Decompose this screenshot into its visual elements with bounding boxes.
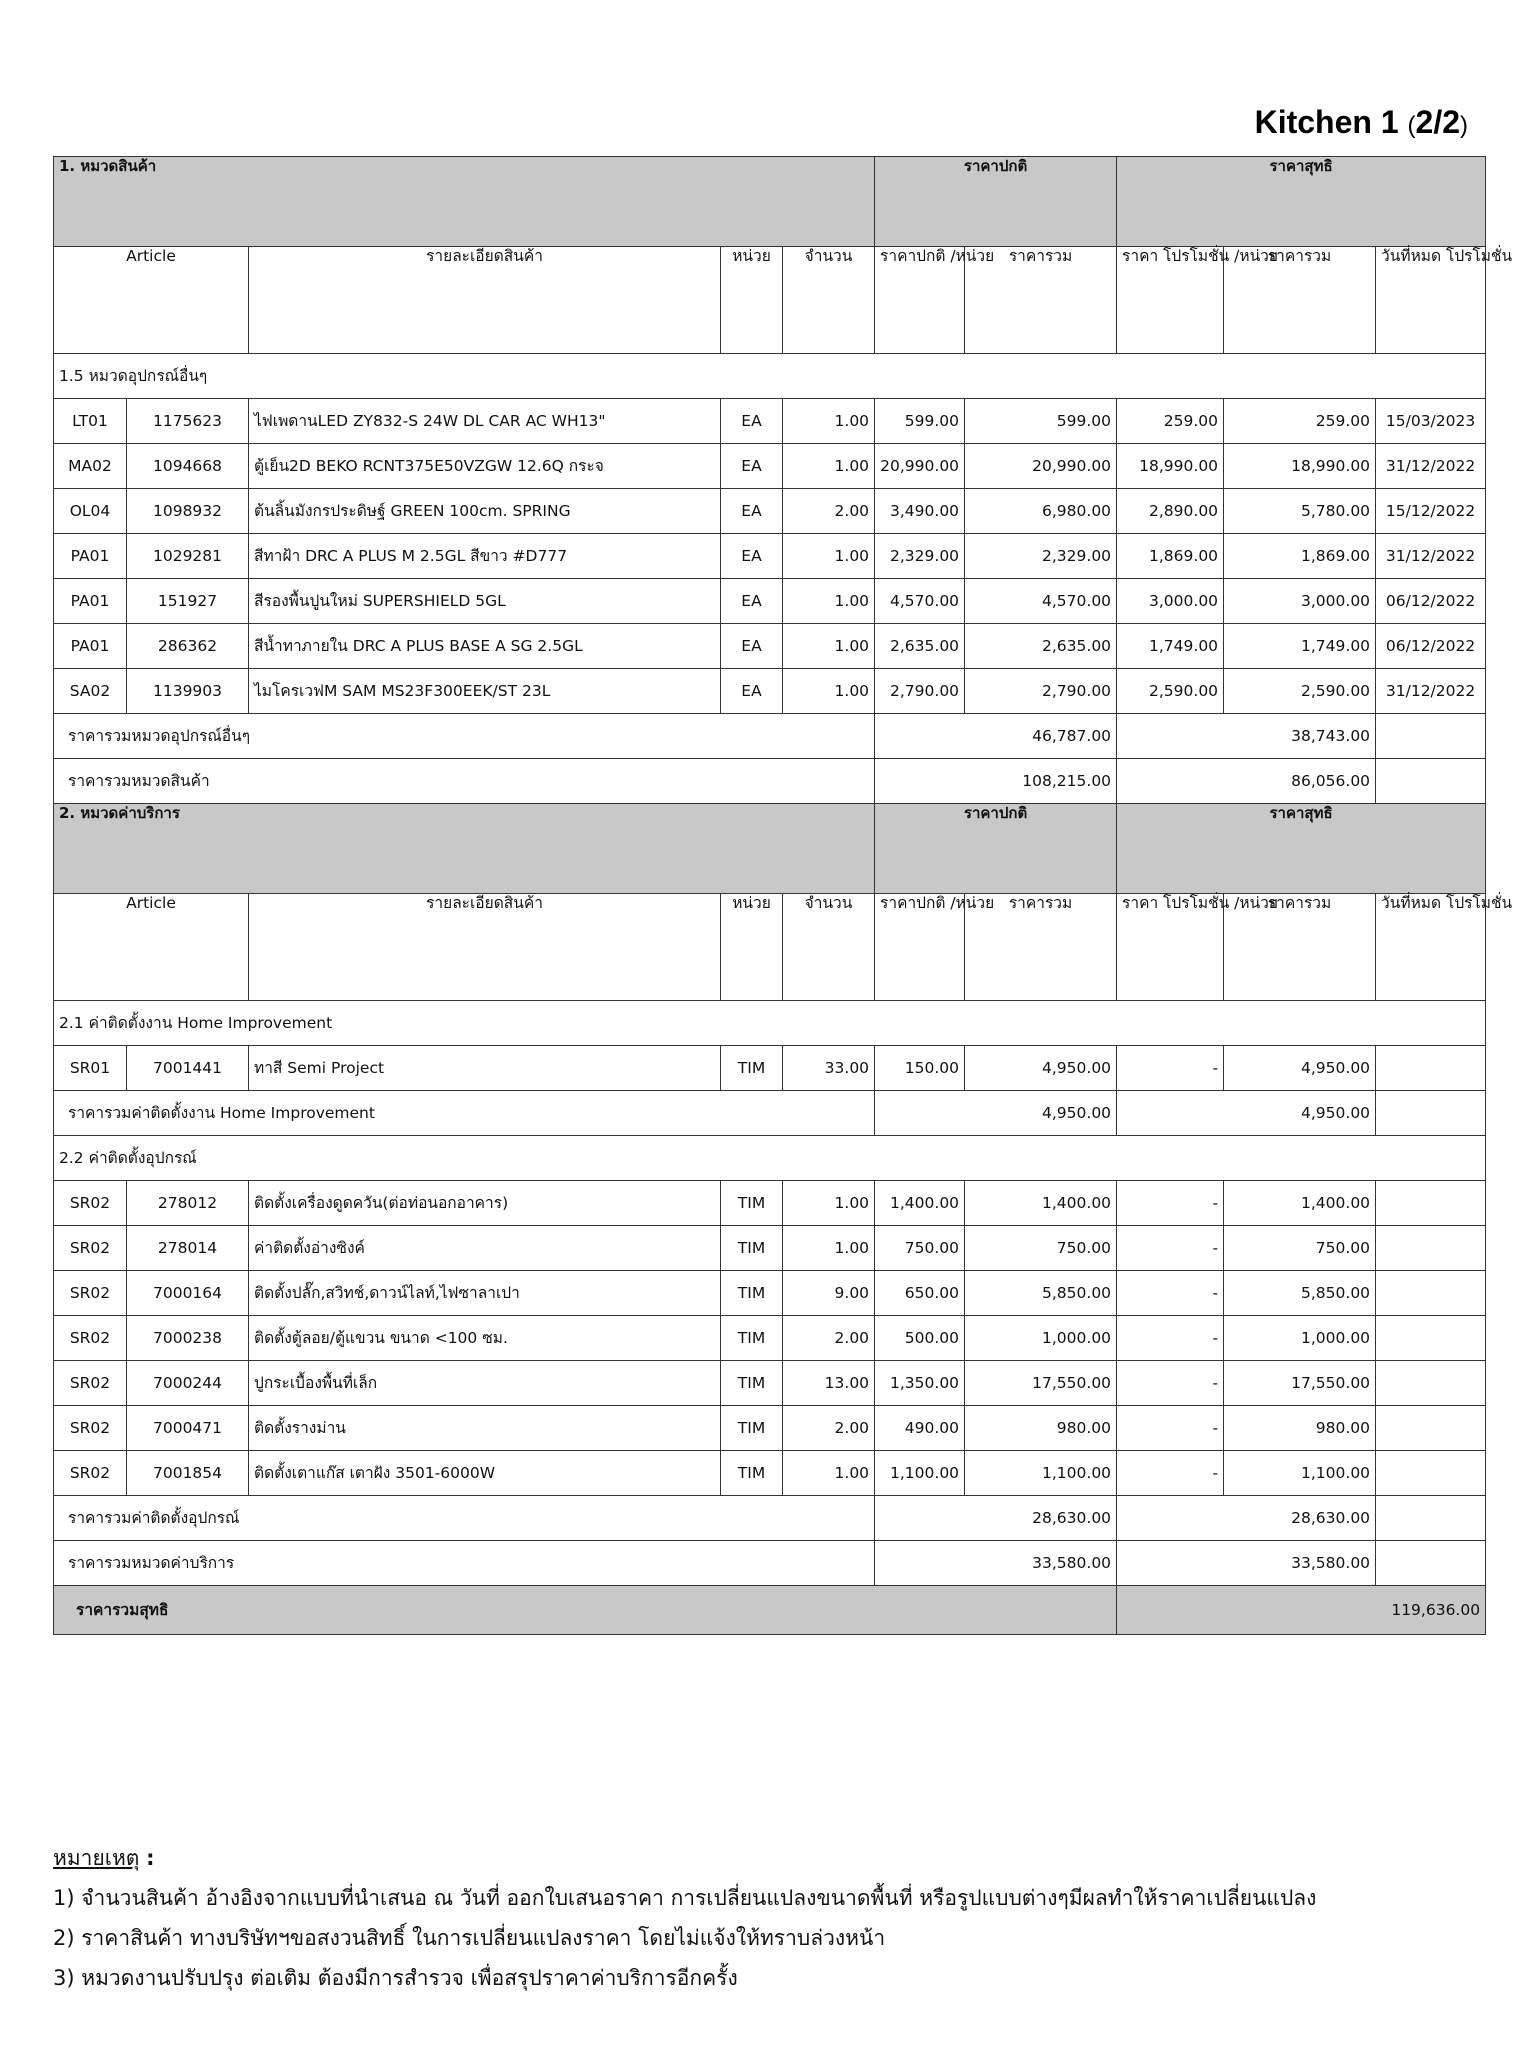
table-row bbox=[54, 579, 1486, 624]
item-unit-price: 2,790.00 bbox=[875, 669, 965, 714]
section-total-empty bbox=[1376, 1541, 1486, 1586]
item-total: 2,635.00 bbox=[965, 624, 1117, 669]
grand-total-label: ราคารวมสุทธิ bbox=[54, 1586, 1117, 1635]
item-qty: 1.00 bbox=[783, 1181, 875, 1226]
section-header-row bbox=[54, 804, 1486, 894]
table-row bbox=[54, 1226, 1486, 1271]
group-title: 1.5 หมวดอุปกรณ์อื่นๆ bbox=[54, 354, 1486, 399]
section-title: 2. หมวดค่าบริการ bbox=[54, 804, 875, 894]
page-title-text: Kitchen 1 bbox=[1254, 104, 1399, 140]
group-subtotal-normal: 28,630.00 bbox=[875, 1496, 1117, 1541]
price-normal-header: ราคาปกติ bbox=[875, 804, 1117, 894]
item-promo-price: - bbox=[1117, 1316, 1224, 1361]
item-promo-end: 15/03/2023 bbox=[1376, 399, 1486, 444]
item-description: ติดตั้งตู้ลอย/ตู้แขวน ขนาด <100 ซม. bbox=[249, 1316, 721, 1361]
table-row bbox=[54, 399, 1486, 444]
table-row bbox=[54, 624, 1486, 669]
item-promo-total: 2,590.00 bbox=[1224, 669, 1376, 714]
group-subtotal-row bbox=[54, 1091, 1486, 1136]
item-description: ต้นลิ้นมังกรประดิษฐ์ GREEN 100cm. SPRING bbox=[249, 489, 721, 534]
item-promo-price: - bbox=[1117, 1451, 1224, 1496]
item-total: 20,990.00 bbox=[965, 444, 1117, 489]
item-promo-end: 31/12/2022 bbox=[1376, 444, 1486, 489]
table-row bbox=[54, 1271, 1486, 1316]
group-title: 2.1 ค่าติดตั้งงาน Home Improvement bbox=[54, 1001, 1486, 1046]
col-promo-price: ราคา โปรโมชั่น /หน่วย bbox=[1117, 894, 1224, 1001]
section-total-net: 86,056.00 bbox=[1117, 759, 1376, 804]
section-title: 1. หมวดสินค้า bbox=[54, 157, 875, 247]
col-promo-end: วันที่หมด โปรโมชั่น bbox=[1376, 894, 1486, 1001]
item-qty: 9.00 bbox=[783, 1271, 875, 1316]
item-unit-price: 150.00 bbox=[875, 1046, 965, 1091]
item-promo-price: - bbox=[1117, 1046, 1224, 1091]
section-header-row bbox=[54, 157, 1486, 247]
item-article: 7000244 bbox=[127, 1361, 249, 1406]
item-category: SR01 bbox=[54, 1046, 127, 1091]
item-qty: 1.00 bbox=[783, 1226, 875, 1271]
item-promo-total: 1,000.00 bbox=[1224, 1316, 1376, 1361]
item-description: ตู้เย็น2D BEKO RCNT375E50VZGW 12.6Q กระจ bbox=[249, 444, 721, 489]
item-total: 5,850.00 bbox=[965, 1271, 1117, 1316]
item-unit: TIM bbox=[721, 1046, 783, 1091]
item-promo-end: 31/12/2022 bbox=[1376, 534, 1486, 579]
item-promo-price: - bbox=[1117, 1406, 1224, 1451]
item-promo-end bbox=[1376, 1226, 1486, 1271]
page-indicator-close-paren: ) bbox=[1460, 112, 1468, 139]
table-row bbox=[54, 1451, 1486, 1496]
section-total-empty bbox=[1376, 759, 1486, 804]
item-promo-end bbox=[1376, 1406, 1486, 1451]
group-subtotal-label: ราคารวมค่าติดตั้งงาน Home Improvement bbox=[54, 1091, 875, 1136]
item-unit-price: 1,100.00 bbox=[875, 1451, 965, 1496]
col-unit-price: ราคาปกติ /หน่วย bbox=[875, 247, 965, 354]
notes-heading: หมายเหตุ bbox=[53, 1846, 140, 1870]
group-subtotal-label: ราคารวมหมวดอุปกรณ์อื่นๆ bbox=[54, 714, 875, 759]
col-promo-end: วันที่หมด โปรโมชั่น bbox=[1376, 247, 1486, 354]
item-promo-end bbox=[1376, 1451, 1486, 1496]
grand-total-value: 119,636.00 bbox=[1117, 1586, 1486, 1635]
table-row bbox=[54, 489, 1486, 534]
item-unit-price: 4,570.00 bbox=[875, 579, 965, 624]
item-promo-total: 750.00 bbox=[1224, 1226, 1376, 1271]
table-row bbox=[54, 1361, 1486, 1406]
item-total: 750.00 bbox=[965, 1226, 1117, 1271]
item-description: สีรองพื้นปูนใหม่ SUPERSHIELD 5GL bbox=[249, 579, 721, 624]
item-article: 151927 bbox=[127, 579, 249, 624]
col-description: รายละเอียดสินค้า bbox=[249, 894, 721, 1001]
section-total-row bbox=[54, 759, 1486, 804]
item-category: SR02 bbox=[54, 1406, 127, 1451]
item-promo-price: 1,749.00 bbox=[1117, 624, 1224, 669]
item-category: SR02 bbox=[54, 1316, 127, 1361]
item-unit-price: 490.00 bbox=[875, 1406, 965, 1451]
item-promo-end: 15/12/2022 bbox=[1376, 489, 1486, 534]
item-article: 7000164 bbox=[127, 1271, 249, 1316]
item-unit: TIM bbox=[721, 1226, 783, 1271]
table-row bbox=[54, 1406, 1486, 1451]
item-article: 1098932 bbox=[127, 489, 249, 534]
table-row bbox=[54, 1181, 1486, 1226]
group-subtotal-normal: 4,950.00 bbox=[875, 1091, 1117, 1136]
item-qty: 1.00 bbox=[783, 669, 875, 714]
item-description: ทาสี Semi Project bbox=[249, 1046, 721, 1091]
item-total: 980.00 bbox=[965, 1406, 1117, 1451]
item-unit-price: 1,350.00 bbox=[875, 1361, 965, 1406]
page-indicator: 2/2 bbox=[1415, 104, 1460, 140]
item-article: 7001854 bbox=[127, 1451, 249, 1496]
col-article: Article bbox=[54, 247, 249, 354]
item-unit: EA bbox=[721, 399, 783, 444]
item-promo-total: 1,869.00 bbox=[1224, 534, 1376, 579]
item-promo-total: 5,780.00 bbox=[1224, 489, 1376, 534]
group-header-row bbox=[54, 1001, 1486, 1046]
item-promo-end: 31/12/2022 bbox=[1376, 669, 1486, 714]
grand-total-row bbox=[54, 1586, 1486, 1635]
section-total-row bbox=[54, 1541, 1486, 1586]
page-title bbox=[1255, 104, 1468, 141]
group-subtotal-empty bbox=[1376, 1496, 1486, 1541]
item-promo-total: 1,400.00 bbox=[1224, 1181, 1376, 1226]
item-unit: TIM bbox=[721, 1271, 783, 1316]
item-qty: 1.00 bbox=[783, 534, 875, 579]
col-total: ราคารวม bbox=[965, 247, 1117, 354]
column-header-row bbox=[54, 247, 1486, 354]
group-subtotal-label: ราคารวมค่าติดตั้งอุปกรณ์ bbox=[54, 1496, 875, 1541]
price-normal-header: ราคาปกติ bbox=[875, 157, 1117, 247]
item-total: 2,329.00 bbox=[965, 534, 1117, 579]
item-article: 1029281 bbox=[127, 534, 249, 579]
table-row bbox=[54, 669, 1486, 714]
col-promo-total: ราคารวม bbox=[1224, 247, 1376, 354]
item-description: ไมโครเวฟM SAM MS23F300EEK/ST 23L bbox=[249, 669, 721, 714]
col-promo-total: ราคารวม bbox=[1224, 894, 1376, 1001]
item-promo-end bbox=[1376, 1046, 1486, 1091]
item-qty: 2.00 bbox=[783, 489, 875, 534]
item-article: 1175623 bbox=[127, 399, 249, 444]
item-unit: TIM bbox=[721, 1451, 783, 1496]
item-description: ติดตั้งรางม่าน bbox=[249, 1406, 721, 1451]
item-unit: TIM bbox=[721, 1361, 783, 1406]
page-indicator-open-paren: ( bbox=[1407, 112, 1416, 139]
item-promo-end bbox=[1376, 1361, 1486, 1406]
item-total: 17,550.00 bbox=[965, 1361, 1117, 1406]
item-article: 7000238 bbox=[127, 1316, 249, 1361]
group-title: 2.2 ค่าติดตั้งอุปกรณ์ bbox=[54, 1136, 1486, 1181]
item-category: MA02 bbox=[54, 444, 127, 489]
item-promo-end: 06/12/2022 bbox=[1376, 624, 1486, 669]
note-line-3: 3) หมวดงานปรับปรุง ต่อเติม ต้องมีการสำรวจ เพื่อสรุปราคาค่าบริการอีกครั้ง bbox=[53, 1966, 738, 1990]
item-total: 1,400.00 bbox=[965, 1181, 1117, 1226]
item-description: ค่าติดตั้งอ่างซิงค์ bbox=[249, 1226, 721, 1271]
price-net-header: ราคาสุทธิ bbox=[1117, 804, 1486, 894]
table-row bbox=[54, 1046, 1486, 1091]
item-unit: EA bbox=[721, 669, 783, 714]
item-unit: TIM bbox=[721, 1406, 783, 1451]
item-promo-end bbox=[1376, 1181, 1486, 1226]
item-unit-price: 500.00 bbox=[875, 1316, 965, 1361]
group-subtotal-net: 4,950.00 bbox=[1117, 1091, 1376, 1136]
item-unit: TIM bbox=[721, 1316, 783, 1361]
col-description: รายละเอียดสินค้า bbox=[249, 247, 721, 354]
item-unit-price: 2,635.00 bbox=[875, 624, 965, 669]
section-total-label: ราคารวมหมวดค่าบริการ bbox=[54, 1541, 875, 1586]
item-promo-price: 1,869.00 bbox=[1117, 534, 1224, 579]
item-description: ติดตั้งเครื่องดูดควัน(ต่อท่อนอกอาคาร) bbox=[249, 1181, 721, 1226]
item-qty: 33.00 bbox=[783, 1046, 875, 1091]
item-promo-total: 5,850.00 bbox=[1224, 1271, 1376, 1316]
item-unit-price: 2,329.00 bbox=[875, 534, 965, 579]
item-category: SR02 bbox=[54, 1226, 127, 1271]
table-row bbox=[54, 534, 1486, 579]
item-unit-price: 650.00 bbox=[875, 1271, 965, 1316]
item-total: 2,790.00 bbox=[965, 669, 1117, 714]
item-promo-end: 06/12/2022 bbox=[1376, 579, 1486, 624]
section-total-normal: 108,215.00 bbox=[875, 759, 1117, 804]
item-qty: 13.00 bbox=[783, 1361, 875, 1406]
item-promo-price: - bbox=[1117, 1271, 1224, 1316]
item-qty: 2.00 bbox=[783, 1406, 875, 1451]
item-promo-end bbox=[1376, 1271, 1486, 1316]
item-promo-total: 3,000.00 bbox=[1224, 579, 1376, 624]
column-header-row bbox=[54, 894, 1486, 1001]
group-subtotal-row bbox=[54, 714, 1486, 759]
item-category: SR02 bbox=[54, 1361, 127, 1406]
item-article: 7001441 bbox=[127, 1046, 249, 1091]
group-subtotal-net: 38,743.00 bbox=[1117, 714, 1376, 759]
group-subtotal-empty bbox=[1376, 1091, 1486, 1136]
item-description: ติดตั้งเตาแก๊ส เตาฝัง 3501-6000W bbox=[249, 1451, 721, 1496]
item-description: สีน้ำทาภายใน DRC A PLUS BASE A SG 2.5GL bbox=[249, 624, 721, 669]
item-unit: EA bbox=[721, 624, 783, 669]
group-header-row bbox=[54, 1136, 1486, 1181]
item-promo-total: 1,100.00 bbox=[1224, 1451, 1376, 1496]
item-unit: EA bbox=[721, 489, 783, 534]
item-promo-total: 17,550.00 bbox=[1224, 1361, 1376, 1406]
group-subtotal-net: 28,630.00 bbox=[1117, 1496, 1376, 1541]
item-total: 599.00 bbox=[965, 399, 1117, 444]
item-unit: EA bbox=[721, 579, 783, 624]
item-qty: 2.00 bbox=[783, 1316, 875, 1361]
item-unit-price: 750.00 bbox=[875, 1226, 965, 1271]
item-promo-price: 2,590.00 bbox=[1117, 669, 1224, 714]
item-promo-price: 3,000.00 bbox=[1117, 579, 1224, 624]
item-promo-end bbox=[1376, 1316, 1486, 1361]
item-total: 4,570.00 bbox=[965, 579, 1117, 624]
item-unit-price: 599.00 bbox=[875, 399, 965, 444]
item-promo-price: 2,890.00 bbox=[1117, 489, 1224, 534]
item-total: 6,980.00 bbox=[965, 489, 1117, 534]
col-unit: หน่วย bbox=[721, 894, 783, 1001]
item-category: PA01 bbox=[54, 579, 127, 624]
item-unit-price: 20,990.00 bbox=[875, 444, 965, 489]
item-qty: 1.00 bbox=[783, 624, 875, 669]
notes-heading-line bbox=[53, 1838, 1316, 1878]
item-total: 1,100.00 bbox=[965, 1451, 1117, 1496]
section-total-label: ราคารวมหมวดสินค้า bbox=[54, 759, 875, 804]
item-article: 278014 bbox=[127, 1226, 249, 1271]
group-subtotal-row bbox=[54, 1496, 1486, 1541]
note-line-2: 2) ราคาสินค้า ทางบริษัทฯขอสงวนสิทธิ์ ในการเปลี่ยนแปลงราคา โดยไม่แจ้งให้ทราบล่วงหน้า bbox=[53, 1926, 886, 1950]
item-unit-price: 3,490.00 bbox=[875, 489, 965, 534]
item-article: 286362 bbox=[127, 624, 249, 669]
table-row bbox=[54, 444, 1486, 489]
item-unit: EA bbox=[721, 534, 783, 579]
item-promo-price: 259.00 bbox=[1117, 399, 1224, 444]
item-category: LT01 bbox=[54, 399, 127, 444]
item-qty: 1.00 bbox=[783, 399, 875, 444]
item-category: PA01 bbox=[54, 534, 127, 579]
item-promo-price: - bbox=[1117, 1361, 1224, 1406]
notes bbox=[53, 1838, 1316, 1998]
item-category: SR02 bbox=[54, 1271, 127, 1316]
table-row bbox=[54, 1316, 1486, 1361]
item-category: SR02 bbox=[54, 1451, 127, 1496]
item-article: 1139903 bbox=[127, 669, 249, 714]
item-qty: 1.00 bbox=[783, 1451, 875, 1496]
item-promo-price: - bbox=[1117, 1181, 1224, 1226]
col-qty: จำนวน bbox=[783, 247, 875, 354]
col-article: Article bbox=[54, 894, 249, 1001]
price-net-header: ราคาสุทธิ bbox=[1117, 157, 1486, 247]
col-unit: หน่วย bbox=[721, 247, 783, 354]
group-header-row bbox=[54, 354, 1486, 399]
item-promo-total: 980.00 bbox=[1224, 1406, 1376, 1451]
item-unit-price: 1,400.00 bbox=[875, 1181, 965, 1226]
item-description: ไฟเพดานLED ZY832-S 24W DL CAR AC WH13" bbox=[249, 399, 721, 444]
item-description: ติดตั้งปลั๊ก,สวิทช์,ดาวน์ไลท์,ไฟซาลาเปา bbox=[249, 1271, 721, 1316]
item-category: SR02 bbox=[54, 1181, 127, 1226]
note-line-1: 1) จำนวนสินค้า อ้างอิงจากแบบที่นำเสนอ ณ วันที่ ออกใบเสนอราคา การเปลี่ยนแปลงขนาดพื้นที่ หรือรูปแบบต่างๆมีผลทำให้ราคาเปลี่ยนแปลง bbox=[53, 1886, 1317, 1910]
item-promo-total: 259.00 bbox=[1224, 399, 1376, 444]
item-description: สีทาฝ้า DRC A PLUS M 2.5GL สีขาว #D777 bbox=[249, 534, 721, 579]
col-total: ราคารวม bbox=[965, 894, 1117, 1001]
item-promo-price: - bbox=[1117, 1226, 1224, 1271]
item-promo-total: 4,950.00 bbox=[1224, 1046, 1376, 1091]
item-total: 1,000.00 bbox=[965, 1316, 1117, 1361]
item-category: SA02 bbox=[54, 669, 127, 714]
item-category: PA01 bbox=[54, 624, 127, 669]
group-subtotal-empty bbox=[1376, 714, 1486, 759]
item-promo-price: 18,990.00 bbox=[1117, 444, 1224, 489]
quotation-table bbox=[53, 156, 1513, 1635]
col-promo-price: ราคา โปรโมชั่น /หน่วย bbox=[1117, 247, 1224, 354]
item-unit: EA bbox=[721, 444, 783, 489]
section-total-net: 33,580.00 bbox=[1117, 1541, 1376, 1586]
item-promo-total: 1,749.00 bbox=[1224, 624, 1376, 669]
item-total: 4,950.00 bbox=[965, 1046, 1117, 1091]
col-unit-price: ราคาปกติ /หน่วย bbox=[875, 894, 965, 1001]
item-article: 278012 bbox=[127, 1181, 249, 1226]
item-article: 7000471 bbox=[127, 1406, 249, 1451]
item-qty: 1.00 bbox=[783, 579, 875, 624]
quotation-table-body bbox=[54, 157, 1513, 1635]
item-unit: TIM bbox=[721, 1181, 783, 1226]
col-qty: จำนวน bbox=[783, 894, 875, 1001]
group-subtotal-normal: 46,787.00 bbox=[875, 714, 1117, 759]
item-category: OL04 bbox=[54, 489, 127, 534]
item-description: ปูกระเบื้องพื้นที่เล็ก bbox=[249, 1361, 721, 1406]
item-article: 1094668 bbox=[127, 444, 249, 489]
section-total-normal: 33,580.00 bbox=[875, 1541, 1117, 1586]
item-qty: 1.00 bbox=[783, 444, 875, 489]
notes-heading-colon: : bbox=[146, 1846, 155, 1870]
item-promo-total: 18,990.00 bbox=[1224, 444, 1376, 489]
